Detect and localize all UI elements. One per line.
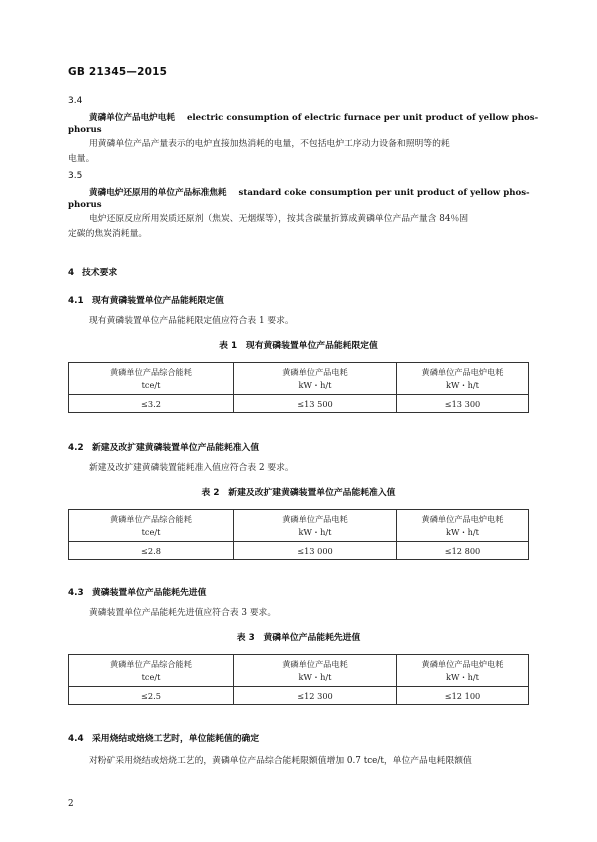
term-3-4 [89,111,538,123]
header-unit: kW・h/t [298,671,332,682]
table-1-value-cell: ≤13 300 [397,395,529,413]
term-3-5-en-line2: phorus [68,200,102,210]
table-1 [68,362,529,413]
section-4-4-heading [68,731,259,744]
table-3-header-cell [69,655,234,687]
header-unit: kW・h/t [298,379,332,390]
table-1-header-row [69,363,529,395]
header-name: 黄磷单位产品电耗 [282,366,348,377]
table-2-header-cell [397,510,529,542]
section-4-1-number: 4.1 [68,296,84,306]
section-4-3-number: 4.3 [68,588,84,598]
term-3-4-en: electric consumption of electric furnace per unit product of yellow phos- [186,113,539,123]
header-unit: tce/t [141,526,161,537]
section-4-3-title: 黄磷装置单位产品能耗先进值 [92,588,207,598]
table-2-value-cell: ≤12 800 [397,542,529,560]
header-unit: kW・h/t [446,379,479,390]
section-4-2-title: 新建及改扩建黄磷装置单位产品能耗准入值 [92,443,260,453]
table-3-value-row [69,687,529,705]
section-4-4-number: 4.4 [68,734,84,744]
header-name: 黄磷单位产品电炉电耗 [421,513,504,524]
term-3-5-en: standard coke consumption per unit product of yellow phos- [238,188,530,198]
table-3-value-cell: ≤12 300 [234,687,397,705]
table-1-value-row [69,395,529,413]
section-4-2-number: 4.2 [68,443,84,453]
table-1-header-cell [397,363,529,395]
table-1-value-cell: ≤13 500 [234,395,397,413]
section-4-title: 技术要求 [82,268,118,278]
section-4-4-text: 对粉矿采用烧结或焙烧工艺的，黄磷单位产品综合能耗限额值增加 0.7 tce/t，单位产品电耗限额值 [89,756,472,766]
table-2-header-cell [234,510,397,542]
header-name: 黄磷单位产品电炉电耗 [421,658,504,669]
section-4-4-title: 采用烧结或焙烧工艺时，单位能耗值的确定 [92,734,260,744]
standard-code: GB 21345—2015 [68,66,168,78]
section-4-heading [68,265,117,278]
clause-number-3-4: 3.4 [68,96,83,106]
header-name: 黄磷单位产品综合能耗 [110,366,192,377]
header-name: 黄磷单位产品电炉电耗 [421,366,504,377]
table-2-header-row [69,510,529,542]
header-name: 黄磷单位产品电耗 [282,513,348,524]
definition-3-5-line2: 定碳的焦炭消耗量。 [68,229,148,239]
table-2-header-cell [69,510,234,542]
header-name: 黄磷单位产品综合能耗 [110,658,192,669]
header-name: 黄磷单位产品电耗 [282,658,348,669]
header-unit: tce/t [141,671,161,682]
table-2-value-cell: ≤2.8 [69,542,234,560]
header-name: 黄磷单位产品综合能耗 [110,513,192,524]
definition-3-4-line1: 用黄磷单位产品产量表示的电炉直接加热消耗的电量，不包括电炉工序动力设备和照明等的耗 [89,139,450,149]
term-3-4-zh: 黄磷单位产品电炉电耗 [89,113,175,123]
clause-number-3-5: 3.5 [68,171,83,181]
section-4-2-text: 新建及改扩建黄磷装置能耗准入值应符合表 2 要求。 [89,463,294,473]
section-4-3-heading [68,585,206,598]
header-unit: kW・h/t [446,526,479,537]
page-number: 2 [68,799,74,809]
table-3-header-cell [397,655,529,687]
table-3-header-cell [234,655,397,687]
section-4-2-heading [68,440,259,453]
definition-3-5-line1: 电炉还原反应所用炭质还原剂（焦炭、无烟煤等），按其含碳量折算成黄磷单位产品产量含 84％固 [89,214,469,224]
table-3 [68,654,529,705]
table-2 [68,509,529,560]
table-1-value-cell: ≤3.2 [69,395,234,413]
term-3-5-en-cont [68,200,102,210]
section-4-1-text: 现有黄磷装置单位产品能耗限定值应符合表 1 要求。 [89,316,294,326]
term-3-4-en-cont [68,125,102,135]
section-4-1-heading [68,293,224,306]
table-3-header-row [69,655,529,687]
header-unit: kW・h/t [298,526,332,537]
table-1-caption: 表 1 现有黄磷装置单位产品能耗限定值 [219,341,378,351]
section-4-3-text: 黄磷装置单位产品能耗先进值应符合表 3 要求。 [89,608,277,618]
table-2-value-cell: ≤13 000 [234,542,397,560]
table-3-caption: 表 3 黄磷单位产品能耗先进值 [236,633,361,643]
definition-3-4-line2: 电量。 [68,154,95,164]
table-3-value-cell: ≤2.5 [69,687,234,705]
table-2-caption: 表 2 新建及改扩建黄磷装置单位产品能耗准入值 [201,488,396,498]
section-4-1-title: 现有黄磷装置单位产品能耗限定值 [92,296,224,306]
table-1-header-cell [69,363,234,395]
term-3-5-zh: 黄磷电炉还原用的单位产品标准焦耗 [89,188,227,198]
table-3-value-cell: ≤12 100 [397,687,529,705]
table-1-header-cell [234,363,397,395]
header-unit: tce/t [141,379,161,390]
term-3-4-en-line2: phorus [68,125,102,135]
table-2-value-row [69,542,529,560]
term-3-5 [89,186,530,198]
header-unit: kW・h/t [446,671,479,682]
section-4-number: 4 [68,268,75,278]
